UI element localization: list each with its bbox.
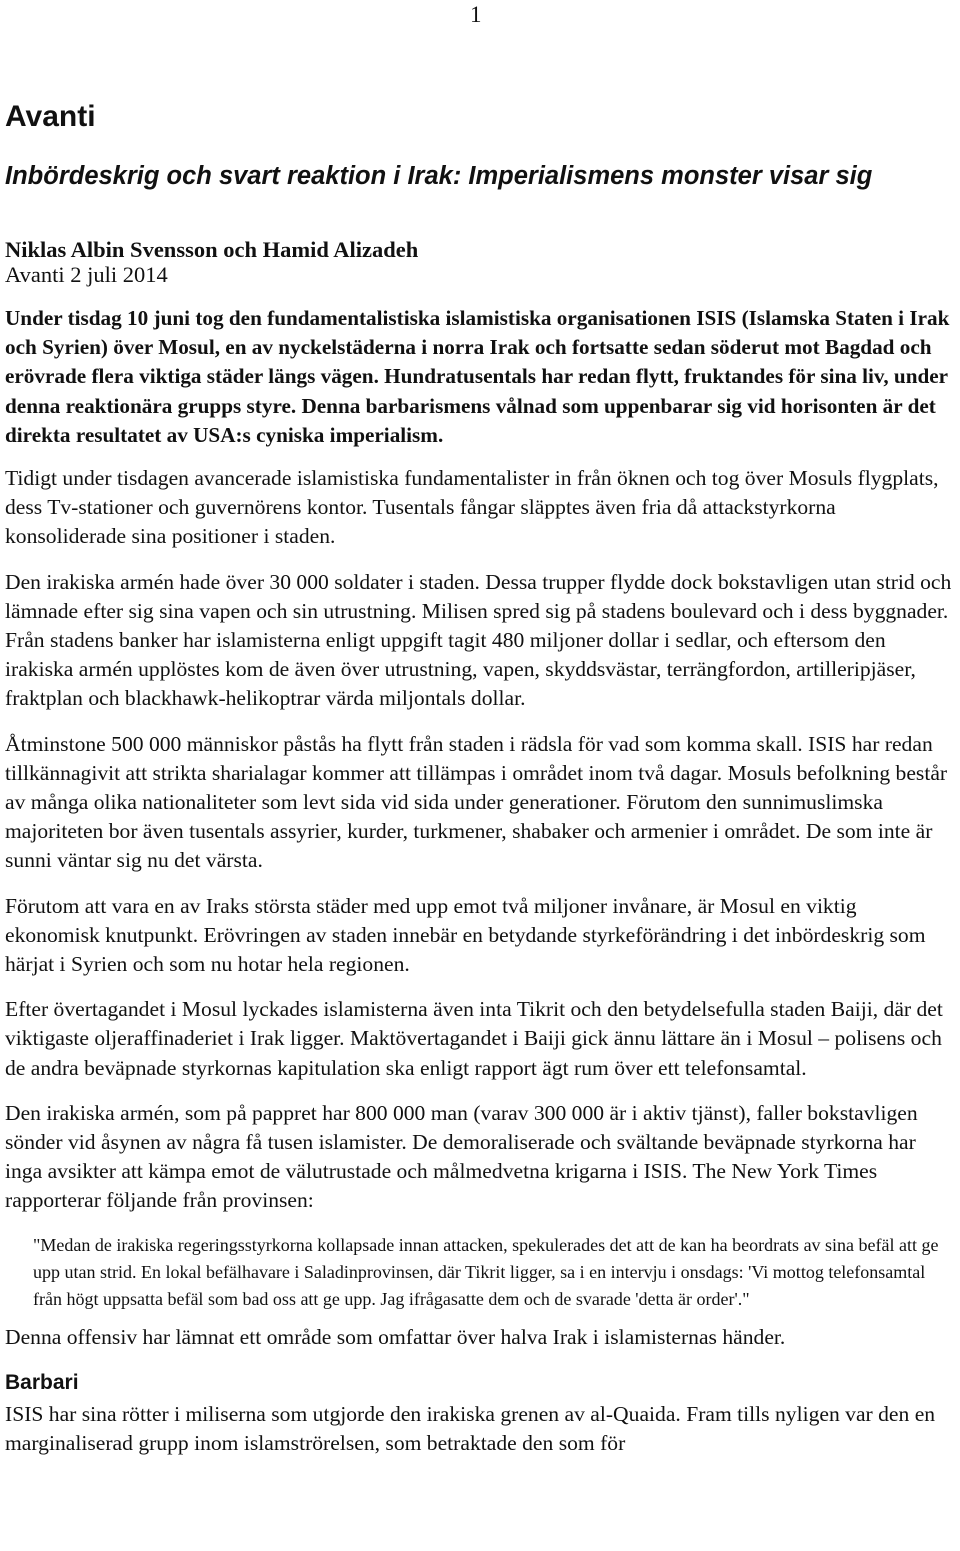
paragraph: Efter övertagandet i Mosul lyckades islamisterna även inta Tikrit och den betydelsefulla staden Baiji, där det viktigaste oljeraffinaderiet i Irak ligger. Maktövertagandet i Baiji gick ännu lättare än i Mosul – polisens och de andra beväpnade styrkornas kapitulation ska enligt rapport ägt rum över ett telefonsamtal. <box>5 997 943 1080</box>
paragraph: Tidigt under tisdagen avancerade islamistiska fundamentalister in från öknen och tog över Mosuls flygplats, dess Tv-stationer och guvernörens kontor. Tusentals fångar släpptes även fria då attackstyrkorna konsoliderade sina positioner i staden. <box>5 466 939 549</box>
paragraph: Förutom att vara en av Iraks största städer med upp emot två miljoner invånare, är Mosul en viktig ekonomisk knutpunkt. Erövringen av staden innebär en betydande styrkeförändring i det inbördeskrig som härjat i Syrien och som nu hotar hela regionen. <box>5 893 926 977</box>
article-dateline: Avanti 2 juli 2014 <box>5 262 168 287</box>
section-heading: Barbari <box>5 1370 79 1394</box>
paragraph: ISIS har sina rötter i miliserna som utgjorde den irakiska grenen av al-Quaida. Fram tills nyligen var den en marginaliserad grupp inom islamströrelsen, som betraktade den som för <box>5 1401 936 1456</box>
article-authors: Niklas Albin Svensson och Hamid Alizadeh <box>5 237 419 262</box>
publication-name: Avanti <box>5 100 96 133</box>
paragraph: Den irakiska armén, som på pappret har 800 000 man (varav 300 000 är i aktiv tjänst), faller bokstavligen sönder vid åsynen av några få tusen islamister. De demoraliserade och svältande beväpnade styrkorna har inga avsikter att kämpa emot de välutrustade och målmedvetna krigarna i ISIS. The New York Times rapporterar följande från provinsen: <box>5 1100 918 1213</box>
article-body <box>5 304 955 1474</box>
article-title: Inbördeskrig och svart reaktion i Irak: Imperialismens monster visar sig <box>5 162 873 190</box>
paragraph: Åtminstone 500 000 människor påstås ha flytt från staden i rädsla för vad som komma skall. ISIS har redan tillkännagivit att strikta sharialagar kommer att tillämpas i området inom två dagar. Mosuls befolkning består av många olika nationaliteter som levt sida vid sida under generationer. Förutom den sunnimuslimska majoriteten bor även tusentals assyrier, kurder, turkmener, shabaker och armenier i området. De som inte är sunni väntar sig nu det värsta. <box>5 731 948 873</box>
block-quote: "Medan de irakiska regeringsstyrkorna kollapsade innan attacken, spekulerades det att de kan ha beordrats av sina befäl att ge upp utan strid. En lokal befälhavare i Saladinprovinsen, där Tikrit ligger, sa i en intervju i onsdags: 'Vi mottog telefonsamtal från högt uppsatta befäl som bad oss att ge upp. Jag ifrågasatte dem och de svarade 'detta är order'." <box>33 1234 939 1309</box>
article-lead: Under tisdag 10 juni tog den fundamentalistiska islamistiska organisationen ISIS (Islamska Staten i Irak och Syrien) över Mosul, en av nyckelstäderna i norra Irak och fortsatte sedan söderut mot Bagdad och erövrade flera viktiga städer längs vägen. Hundratusentals har redan flytt, fruktandes för sina liv, under denna reaktionära grupps styre. Denna barbarismens vålnad som uppenbarar sig vid horisonten är det direkta resultatet av USA:s cyniska imperialism. <box>5 306 950 447</box>
paragraph: Denna offensiv har lämnat ett område som omfattar över halva Irak i islamisternas händer. <box>5 1324 786 1349</box>
page-number: 1 <box>470 2 482 27</box>
paragraph: Den irakiska armén hade över 30 000 soldater i staden. Dessa trupper flydde dock bokstavligen utan strid och lämnade efter sig sina vapen och sin utrustning. Milisen spred sig på stadens boulevard och i dess byggnader. Från stadens banker har islamisterna enligt uppgift tagit 480 miljoner dollar i sedlar, och eftersom den irakiska armén upplöstes kom de även över utrustning, vapen, skyddsvästar, terrängfordon, artilleripjäser, fraktplan och blackhawk-helikoptrar värda miljontals dollar. <box>5 569 952 711</box>
